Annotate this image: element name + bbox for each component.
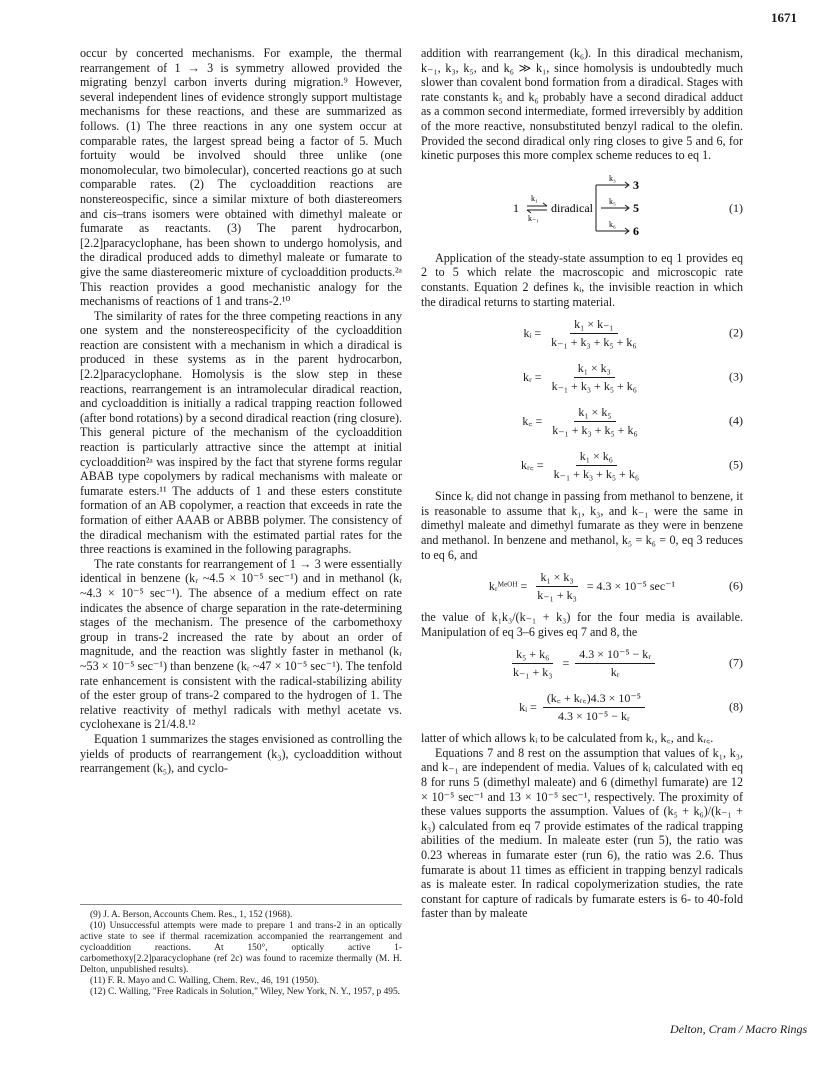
equation-7-left-denominator: k₋₁ + k₃ xyxy=(512,664,553,679)
reaction-scheme-diagram xyxy=(421,171,743,241)
equation-7-left-numerator: k₅ + k₆ xyxy=(512,647,553,664)
left-paragraph-3: The rate constants for rearrangement of 1 → 3 were essentially identical in benzene (kᵣ ~4.5 × 10⁻⁵ sec⁻¹) and in methanol (kᵣ ~4.3 × 10⁻⁵ sec⁻¹). The absence of a medium effect on rate indicates the absence of charge separation in the rate-determining stages of the mechanism. The presence of the carbomethoxy group in trans-2 increased the rate by about an order of magnitude, and the reaction was slightly faster in methanol (kᵣ ~53 × 10⁻⁵ sec⁻¹) than benzene (kᵣ ~47 × 10⁻⁵ sec⁻¹). The tenfold rate enhancement is consistent with the radical-stabilizing ability of the ester group of trans-2 compared to the hydrogen of 1. The relative reactivity of methyl radicals with methyl acetate vs. cyclohexane is 21/4.8.¹² xyxy=(80,556,402,732)
equation-5-numerator: k₁ × k₆ xyxy=(576,449,617,466)
right-paragraph-5: latter of which allows kᵢ to be calculated from kᵣ, k꜀, and kᵣ꜀. xyxy=(421,731,714,746)
equation-2-lhs: kᵢ = xyxy=(523,325,542,340)
equation-7 xyxy=(421,643,743,683)
scheme-product-5: 5 xyxy=(633,200,639,215)
footnote-11: (11) F. R. Mayo and C. Walling, Chem. Rev., 46, 191 (1950). xyxy=(90,976,320,986)
scheme-k-forward: k₁ xyxy=(531,193,538,203)
equation-3 xyxy=(421,357,743,397)
equation-5-number: (5) xyxy=(729,457,743,472)
equation-4-lhs: k꜀ = xyxy=(522,413,543,428)
equation-4-number: (4) xyxy=(729,413,743,428)
equation-6-numerator: k₁ × k₃ xyxy=(536,570,577,587)
equation-8 xyxy=(421,687,743,727)
equation-3-denominator: k₋₁ + k₃ + k₅ + k₆ xyxy=(551,378,637,393)
equation-7-equals: = xyxy=(562,655,570,670)
equation-5 xyxy=(421,445,743,485)
equation-2-denominator: k₋₁ + k₃ + k₅ + k₆ xyxy=(551,334,637,349)
equation-8-lhs: kᵢ = xyxy=(519,699,537,714)
scheme-k5-label: k₅ xyxy=(609,196,616,206)
equation-6-value: = 4.3 × 10⁻⁵ sec⁻¹ xyxy=(586,578,676,593)
equation-5-denominator: k₋₁ + k₃ + k₅ + k₆ xyxy=(553,466,640,481)
scheme-product-3: 3 xyxy=(633,177,639,192)
running-footer: Delton, Cram / Macro Rings xyxy=(670,1022,808,1036)
right-paragraph-2: Application of the steady-state assumption to eq 1 provides eq 2 to 5 which relate the macroscopic and microscopic rate constants. Equation 2 defines kᵢ, the invisible reaction in which the diradical returns to starting material. xyxy=(421,250,743,309)
equation-6-denominator: k₋₁ + k₃ xyxy=(537,587,577,602)
scheme-intermediate: diradical xyxy=(551,200,593,215)
equation-6-lhs: kᵣᴹᵉᴼᴴ = xyxy=(488,578,528,593)
footnotes xyxy=(80,904,402,998)
equation-8-numerator: (k꜀ + kᵣ꜀)4.3 × 10⁻⁵ xyxy=(543,691,645,708)
scheme-k-reverse: k₋₁ xyxy=(528,213,540,223)
equation-2 xyxy=(421,313,743,353)
left-column xyxy=(80,46,402,776)
equation-4-denominator: k₋₁ + k₃ + k₅ + k₆ xyxy=(552,422,638,437)
equation-1-number: (1) xyxy=(729,200,743,215)
equation-6 xyxy=(421,566,743,606)
footnote-10: (10) Unsuccessful attempts were made to prepare 1 and trans-2 in an optically active state to see if thermal racemization accompanied the rearrangement and cycloaddition reactions. At 150°, optically active 1-carbomethoxy[2.2]paracyclophane (ref 2c) was found to racemize thermally (M. H. Delton, unpublished results). xyxy=(80,921,402,975)
equation-8-number: (8) xyxy=(729,699,743,714)
page-number: 1671 xyxy=(771,10,797,25)
equation-4 xyxy=(421,401,743,441)
right-paragraph-4: the value of k₁k₃/(k₋₁ + k₃) for the four media is available. Manipulation of eq 3–6 gives eq 7 and 8, the xyxy=(421,610,743,639)
equation-4-numerator: k₁ × k₅ xyxy=(574,405,615,422)
equation-5-lhs: kᵣ꜀ = xyxy=(520,457,544,472)
equation-7-right-numerator: 4.3 × 10⁻⁵ − kᵣ xyxy=(575,647,655,664)
footnote-9: (9) J. A. Berson, Accounts Chem. Res., 1, 152 (1968). xyxy=(90,910,293,920)
right-paragraph-6: Equations 7 and 8 rest on the assumption that values of k₁, k₃, and k₋₁ are independent of media. Values of kᵢ calculated with eq 8 for runs 5 (dimethyl maleate) and 6 (dimethyl fumarate) are 12 × 10⁻⁵ sec⁻¹ and 13 × 10⁻⁵ sec⁻¹, respectively. The proximity of these values supports the assumption. Values of (k₅ + k₆)/(k₋₁ + k₃) calculated from eq 7 provide estimates of the radical trapping abilities of the medium. In maleate ester (run 5), the ratio was 0.23 whereas in fumarate ester (run 6), the ratio was 2.6. Thus fumarate is about 11 times as efficient in trapping benzyl radicals as is maleate ester. In radical copolymerization studies, the rate constant for capture of radicals by fumarate esters is 6- to 40-fold faster than by maleate xyxy=(421,745,743,921)
scheme-k3-label: k₃ xyxy=(609,173,616,183)
equation-2-numerator: k₁ × k₋₁ xyxy=(570,317,617,334)
reaction-scheme xyxy=(421,171,743,241)
scheme-start-compound: 1 xyxy=(513,200,519,215)
left-paragraph-1: occur by concerted mechanisms. For example, the thermal rearrangement of 1 → 3 is symmetry allowed provided the migrating benzyl carbon inverts during migration.⁹ However, several independent lines of evidence strongly support multistage mechanisms for these reactions, and these are summarized as follows. (1) The three reactions in any one system occur at comparable rates, the largest spread being a factor of 5. Much fortuity would be involved should three unlike (one monomolecular, two bimolecular), concerted reactions go at such comparable rates. (2) The cycloaddition reactions are nonstereospecific, since a similar mixture of both diastereomers and cis–trans isomers were obtained with dimethyl maleate or fumarate as reactants. (3) The parent hydrocarbon, [2.2]paracyclophane, has been shown to undergo homolysis, and the diradical produced adds to dimethyl maleate or fumarate to give the same diastereomeric mixture of cycloaddition products.²ᵃ This reaction provides a good mechanistic analogy for the mechanisms of reactions of 1 and trans-2.¹⁰ xyxy=(80,46,402,309)
right-column xyxy=(421,46,743,921)
right-paragraph-3: Since kᵣ did not change in passing from methanol to benzene, it is reasonable to assume that k₁, k₃, and k₋₁ were the same in dimethyl maleate and dimethyl fumarate as they were in benzene and methanol. In benzene and methanol, k₅ = k₆ = 0, eq 3 reduces to eq 6, and xyxy=(421,489,743,562)
equation-3-numerator: k₁ × k₃ xyxy=(574,361,615,378)
right-paragraph-1: addition with rearrangement (k₆). In this diradical mechanism, k₋₁, k₃, k₅, and k₆ ≫ k₁, since homolysis is undoubtedly much slower than covalent bond formation from a diradical. Stages with rate constants k₅ and k₆ probably have a second diradical adduct as a common second intermediate, formed irreversibly by addition of the more reactive, nonsubstituted benzyl radical to the olefin. Provided the second diradical only ring closes to give 5 and 6, for kinetic purposes this more complex scheme reduces to eq 1. xyxy=(421,46,743,163)
left-paragraph-4: Equation 1 summarizes the stages envisioned as controlling the yields of products of rearrangement (k₃), cycloaddition without rearrangement (k₅), and cyclo- xyxy=(80,731,402,776)
footnote-12: (12) C. Walling, "Free Radicals in Solution," Wiley, New York, N. Y., 1957, p 495. xyxy=(90,987,400,997)
equation-3-number: (3) xyxy=(729,369,743,384)
scheme-product-6: 6 xyxy=(633,223,639,238)
scheme-k6-label: k₆ xyxy=(609,219,616,229)
equation-2-number: (2) xyxy=(729,325,743,340)
left-paragraph-2: The similarity of rates for the three competing reactions in any one system and the nonstereospecificity of the cycloaddition reaction are consistent with a mechanism in which a diradical is produced in these systems as in the parent hydrocarbon, [2.2]paracyclophane. Homolysis is the slow step in these reactions, rearrangement is an intramolecular diradical reaction, and cycloaddition is initially a radical trapping reaction followed (after bond rotations) by a second diradical reaction (ring closure). This general picture of the mechanism of the cycloaddition reaction is particularly attractive since the attempt at initial cycloaddition²ᵃ was inspired by the fact that styrene forms regular ABAB type copolymers by radical mechanisms with maleate or fumarate esters.¹¹ The adducts of 1 and these esters constitute formation of an AB copolymer, a reaction that exceeds in rate the formation of either AAAB or ABBB polymer. The consistency of the diradical mechanism with the estimated partial rates for the three reactions is examined in the following paragraphs. xyxy=(80,308,402,557)
equation-8-denominator: 4.3 × 10⁻⁵ − kᵣ xyxy=(557,708,630,723)
equation-7-right-denominator: kᵣ xyxy=(610,664,620,679)
equation-6-number: (6) xyxy=(729,578,743,593)
equation-7-number: (7) xyxy=(729,655,743,670)
equation-3-lhs: kᵣ = xyxy=(523,369,542,384)
